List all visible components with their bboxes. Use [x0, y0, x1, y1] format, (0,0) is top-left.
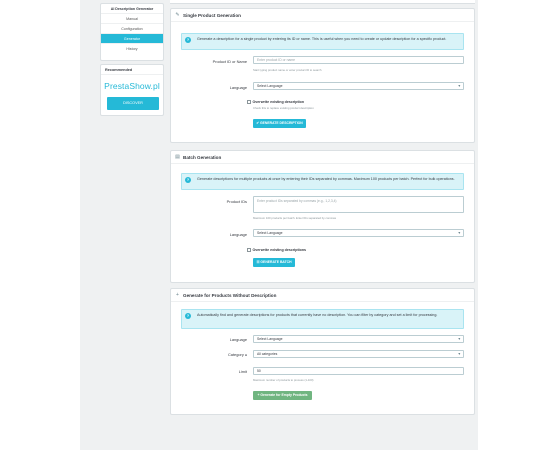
chevron-down-icon: ▼ — [457, 337, 461, 341]
language-select[interactable] — [253, 335, 464, 343]
limit-help: Maximum number of products to process (1-100) — [253, 378, 314, 382]
panel-title: Single Product Generation — [183, 12, 241, 18]
chevron-down-icon: ▼ — [457, 84, 461, 88]
batch-generation-panel — [170, 150, 475, 283]
generate-empty-button[interactable]: + Generate for Empty Products — [253, 391, 312, 400]
language-select-value: Select Language — [257, 231, 283, 235]
plus-icon: + — [176, 292, 179, 298]
overwrite-row — [247, 248, 306, 252]
empty-descriptions-panel — [170, 288, 475, 415]
panel-title: Generate for Products Without Description — [183, 292, 277, 298]
generate-batch-button[interactable]: ☰ GENERATE BATCH — [253, 258, 295, 267]
prestashow-logo[interactable]: PrestaShow.pl — [104, 81, 160, 91]
info-text: Generate a description for a single product by entering its ID or name. This is useful when you need to create or update description for a specific product. — [197, 36, 447, 41]
language-label: Language — [229, 85, 247, 90]
info-text: Generate descriptions for multiple products at once by entering their IDs separated by commas. Maximum 100 products per batch. Perfect for bulk operations. — [197, 176, 455, 181]
category-label-text: Category — [227, 352, 244, 357]
language-label: Language — [229, 232, 247, 237]
chevron-down-icon: ▼ — [457, 352, 461, 356]
recommended-title: Recommended — [101, 65, 163, 75]
overwrite-label: Overwrite existing descriptions — [252, 248, 307, 252]
category-select[interactable] — [253, 350, 464, 358]
discover-button[interactable]: DISCOVER — [107, 97, 159, 110]
info-icon: ? — [186, 37, 190, 42]
overwrite-checkbox[interactable] — [247, 100, 251, 104]
nav-item-generator[interactable]: Generator — [101, 33, 163, 43]
info-text: Automatically find and generate descriptions for products that currently have no description. You can filter by category and set a limit for processing. — [197, 312, 438, 317]
category-select-value: All categories — [257, 352, 278, 356]
limit-input[interactable]: 50 — [253, 367, 464, 375]
overwrite-label: Overwrite existing description — [252, 100, 305, 104]
product-label: Product ID or Name — [212, 59, 247, 64]
info-icon: ? — [186, 177, 190, 182]
nav-item-configuration[interactable]: Configuration — [101, 23, 163, 33]
language-select[interactable] — [253, 229, 464, 237]
overwrite-row — [247, 100, 304, 104]
panel-header — [171, 289, 474, 302]
limit-label: Limit — [238, 369, 247, 374]
product-help: Start typing product name or enter product ID to search — [253, 68, 322, 72]
nav-item-history[interactable]: History — [101, 43, 163, 53]
help-icon: ● — [244, 353, 247, 357]
language-select-value: Select Language — [257, 84, 283, 88]
overwrite-checkbox[interactable] — [247, 248, 251, 252]
info-alert — [181, 173, 464, 190]
single-generation-panel — [170, 8, 475, 143]
category-label — [171, 352, 247, 357]
product-ids-help: Maximum 100 products per batch. Enter IDs separated by commas — [253, 216, 337, 220]
top-bar — [170, 0, 475, 4]
module-nav — [100, 3, 164, 61]
generate-description-button[interactable]: ✔ GENERATE DESCRIPTION — [253, 119, 306, 128]
list-icon: ▤ — [175, 154, 180, 160]
product-search-input[interactable]: Enter product ID or name — [253, 56, 464, 64]
panel-header — [171, 151, 474, 164]
module-nav-title: AI Description Generator — [110, 7, 154, 11]
info-alert — [181, 33, 464, 50]
nav-item-manual[interactable]: Manual — [101, 13, 163, 23]
info-icon: ? — [186, 313, 190, 318]
product-ids-label: Product IDs — [226, 199, 247, 204]
pencil-icon: ✎ — [175, 12, 180, 18]
info-alert — [181, 309, 464, 329]
chevron-down-icon: ▼ — [457, 231, 461, 235]
language-select[interactable] — [253, 82, 464, 90]
panel-title: Batch Generation — [183, 154, 222, 160]
language-select-value: Select Language — [257, 337, 283, 341]
recommended-card — [100, 64, 164, 116]
panel-header — [171, 9, 474, 22]
language-label: Language — [229, 337, 247, 342]
product-ids-textarea[interactable]: Enter product IDs separated by commas (e.g., 1,2,3,4) — [253, 196, 464, 213]
overwrite-help: Check this to replace existing product description — [253, 106, 314, 110]
